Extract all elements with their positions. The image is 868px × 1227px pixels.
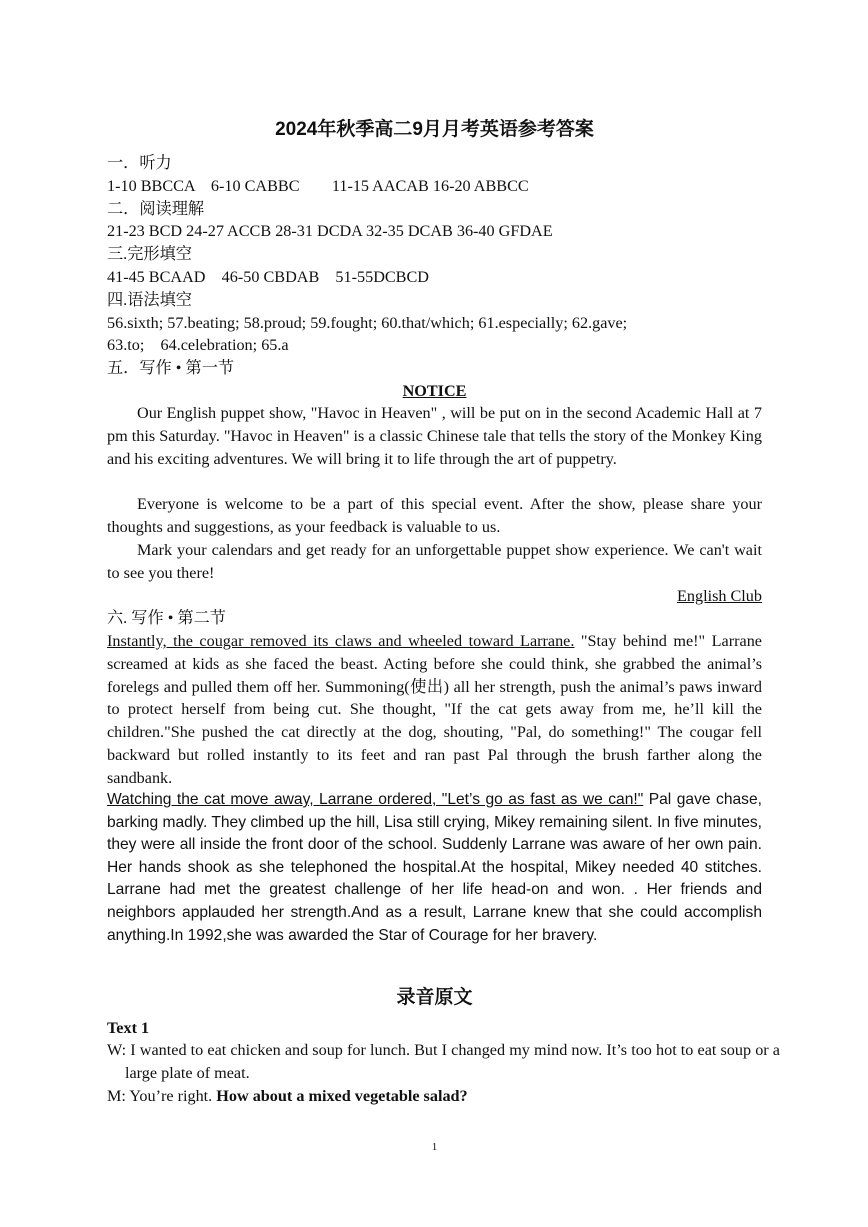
- section-reading-answers: 21-23 BCD 24-27 ACCB 28-31 DCDA 32-35 DCAB 36-40 GFDAE: [107, 222, 553, 240]
- transcript-woman-line: W: I wanted to eat chicken and soup for lunch. But I changed my mind now. It’s too hot to eat soup or a large plate of meat.: [107, 1041, 780, 1082]
- section-listening-heading: 一．听力: [107, 154, 172, 172]
- page-number: 1: [431, 1141, 438, 1153]
- transcript-man-line: [107, 1085, 468, 1107]
- notice-signature: English Club: [677, 587, 762, 605]
- story-paragraph-1-lead: Instantly, the cougar removed its claws and wheeled toward Larrane.: [107, 632, 575, 650]
- page-title: 2024年秋季高二9月月考英语参考答案: [275, 119, 594, 140]
- transcript-man-prefix: M: You’re right.: [107, 1087, 217, 1105]
- document-page: [107, 0, 780, 1227]
- notice-paragraph-2: Everyone is welcome to be a part of this special event. After the show, please share your thoughts and suggestions, as your feedback is valuable to us.: [107, 495, 762, 536]
- story-paragraph-1-body: "Stay behind me!" Larrane screamed at kids as she faced the beast. Acting before she could think, she grabbed the animal’s forelegs and pulled them off her. Summoning(使出) all her strength, push the animal’s paws inward to protect herself from being cut. She thought, "If the cat gets away from me, he’ll kill the children."She pushed the cat directly at the dog, shouting, "Pal, do something!" The cougar fell backward but rolled instantly to its feet and ran past Pal through the brush farther along the sandbank.: [107, 632, 762, 787]
- transcript-heading: 录音原文: [396, 987, 473, 1008]
- section-writing2-heading: 六. 写作 • 第二节: [107, 609, 226, 627]
- notice-title: NOTICE: [402, 382, 467, 400]
- section-cloze-answers: 41-45 BCAAD 46-50 CBDAB 51-55DCBCD: [107, 268, 429, 286]
- story-paragraph-2: [107, 789, 762, 947]
- story-paragraph-1: [107, 630, 762, 790]
- notice-paragraph-3: Mark your calendars and get ready for an unforgettable puppet show experience. We can't wait to see you there!: [107, 541, 762, 582]
- section-writing1-heading: 五．写作 • 第一节: [107, 359, 235, 377]
- section-reading-heading: 二．阅读理解: [107, 200, 205, 218]
- section-listening-answers: 1-10 BBCCA 6-10 CABBC 11-15 AACAB 16-20 ABBCC: [107, 177, 529, 195]
- story-paragraph-2-body: Pal gave chase, barking madly. They climbed up the hill, Lisa still crying, Mikey remaining silent. In five minutes, they were all inside the front door of the school. Suddenly Larrane was aware of her own pain. Her hands shook as she telephoned the hospital.At the hospital, Mikey needed 40 stitches. Larrane had met the greatest challenge of her life head-on and won. . Her friends and neighbors applauded her strength.And as a result, Larrane knew that she could accomplish anything.In 1992,she was awarded the Star of Courage for her bravery.: [107, 791, 762, 944]
- notice-paragraph-1: Our English puppet show, "Havoc in Heaven" , will be put on in the second Academic Hall at 7 pm this Saturday. "Havoc in Heaven" is a classic Chinese tale that tells the story of the Monkey King and his exciting adventures. We will bring it to life through the art of puppetry.: [107, 404, 762, 468]
- transcript-text-label: Text 1: [107, 1019, 150, 1037]
- story-paragraph-2-lead: Watching the cat move away, Larrane ordered, "Let’s go as fast as we can!": [107, 791, 644, 808]
- section-grammar-heading: 四.语法填空: [107, 291, 192, 309]
- section-grammar-answers-2: 63.to; 64.celebration; 65.a: [107, 336, 289, 354]
- section-cloze-heading: 三.完形填空: [107, 245, 192, 263]
- transcript-man-bold: How about a mixed vegetable salad?: [216, 1087, 468, 1105]
- section-grammar-answers-1: 56.sixth; 57.beating; 58.proud; 59.fought; 60.that/which; 61.especially; 62.gave;: [107, 314, 628, 332]
